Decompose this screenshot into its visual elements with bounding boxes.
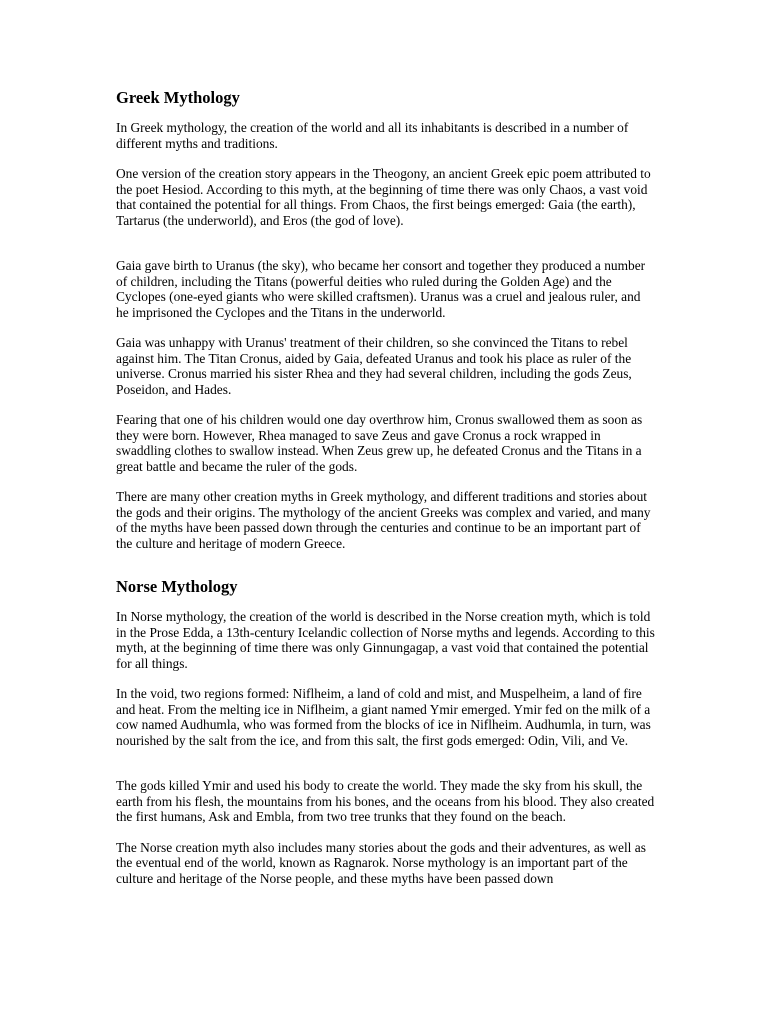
paragraph: Gaia gave birth to Uranus (the sky), who became her consort and together they produced a number of children, including the Titans (powerful deities who ruled during the Golden Age) and the Cyclopes (one-eyed giants who were skilled craftsmen). Uranus was a cruel and jealous ruler, and he imprisoned the Cyclopes and the Titans in the underworld. bbox=[116, 258, 646, 320]
section-title-greek: Greek Mythology bbox=[116, 88, 240, 107]
paragraph: The gods killed Ymir and used his body to create the world. They made the sky from his skull, the earth from his flesh, the mountains from his bones, and the oceans from his blood. They also created the first humans, Ask and Embla, from two tree trunks that they found on the beach. bbox=[116, 778, 655, 824]
paragraph: The Norse creation myth also includes many stories about the gods and their adventures, as well as the eventual end of the world, known as Ragnarok. Norse mythology is an important part of the culture and heritage of the Norse people, and these myths have been passed down bbox=[116, 839, 646, 886]
paragraph: One version of the creation story appears in the Theogony, an ancient Greek epic poem attributed to the poet Hesiod. According to this myth, at the beginning of time there was only Chaos, a vast void that contained the potential for all things. From Chaos, the first beings emerged: Gaia (the earth), Tartarus (the underworld), and Eros (the god of love). bbox=[116, 166, 651, 228]
paragraph: In Norse mythology, the creation of the world is described in the Norse creation myth, which is told in the Prose Edda, a 13th-century Icelandic collection of Norse myths and legends. According to this myth, at the beginning of time there was only Ginnungagap, a vast void that contained the potential for all things. bbox=[116, 609, 655, 671]
paragraph: In Greek mythology, the creation of the world and all its inhabitants is described in a number of different myths and traditions. bbox=[116, 120, 629, 151]
document-body bbox=[116, 88, 656, 886]
section-title-norse: Norse Mythology bbox=[116, 577, 238, 596]
paragraph: In the void, two regions formed: Niflheim, a land of cold and mist, and Muspelheim, a land of fire and heat. From the melting ice in Niflheim, a giant named Ymir emerged. Ymir fed on the milk of a cow named Audhumla, who was formed from the blocks of ice in Niflheim. Audhumla, in turn, was nourished by the salt from the ice, and from this salt, the first gods emerged: Odin, Vili, and Ve. bbox=[116, 686, 651, 748]
paragraph: There are many other creation myths in Greek mythology, and different traditions and stories about the gods and their origins. The mythology of the ancient Greeks was complex and varied, and many of the myths have been passed down through the centuries and continue to be an important part of the culture and heritage of modern Greece. bbox=[116, 489, 651, 551]
paragraph: Fearing that one of his children would one day overthrow him, Cronus swallowed them as soon as they were born. However, Rhea managed to save Zeus and gave Cronus a rock wrapped in swaddling clothes to swallow instead. When Zeus grew up, he defeated Cronus and the Titans in a great battle and became the ruler of the gods. bbox=[116, 412, 643, 474]
paragraph: Gaia was unhappy with Uranus' treatment of their children, so she convinced the Titans to rebel against him. The Titan Cronus, aided by Gaia, defeated Uranus and took his place as ruler of the universe. Cronus married his sister Rhea and they had several children, including the gods Zeus, Poseidon, and Hades. bbox=[116, 335, 632, 397]
